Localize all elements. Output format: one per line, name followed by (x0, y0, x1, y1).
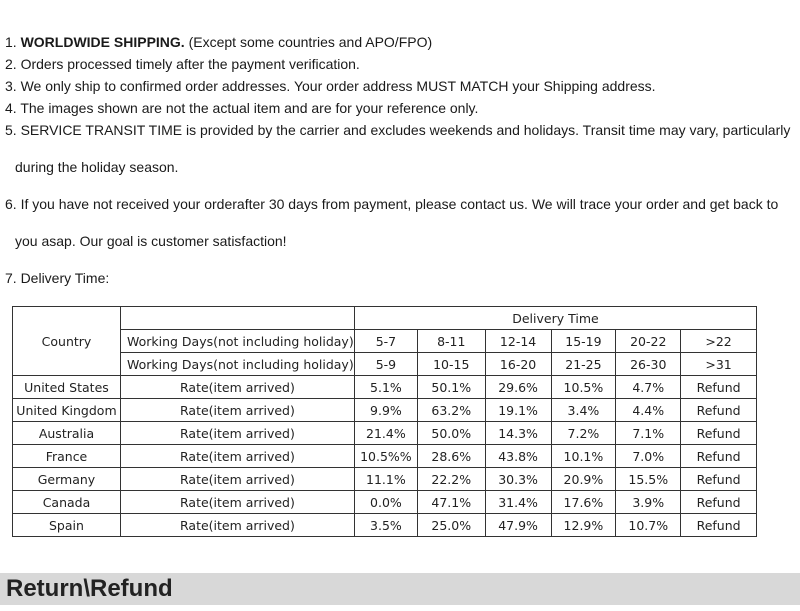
rate-label-cell: Rate(item arrived) (120, 468, 354, 491)
rate-label-cell: Rate(item arrived) (120, 491, 354, 514)
note-5-line-2: during the holiday season. (15, 159, 179, 175)
range-cell: 16-20 (485, 353, 551, 376)
country-cell: United States (13, 376, 121, 399)
rate-value-cell: 4.4% (616, 399, 681, 422)
range-cell: 5-9 (354, 353, 417, 376)
range-cell: >22 (681, 330, 757, 353)
country-cell: Canada (13, 491, 121, 514)
country-header: Country (13, 307, 121, 376)
table-row (13, 468, 757, 491)
note-7: 7. Delivery Time: (5, 270, 110, 286)
table-row (13, 445, 757, 468)
shipping-notes (5, 33, 800, 291)
rate-value-cell: 11.1% (354, 468, 417, 491)
rate-value-cell: 29.6% (485, 376, 551, 399)
rate-value-cell: 20.9% (551, 468, 616, 491)
rate-value-cell: 9.9% (354, 399, 417, 422)
delivery-time-header: Delivery Time (354, 307, 756, 330)
rate-value-cell: 15.5% (616, 468, 681, 491)
rate-value-cell: 50.0% (417, 422, 485, 445)
rate-label-cell: Rate(item arrived) (120, 422, 354, 445)
working-days-row-1 (13, 330, 757, 353)
section-title: Return\Refund (6, 575, 173, 602)
rate-value-cell: Refund (681, 468, 757, 491)
delivery-time-table (12, 306, 757, 537)
rate-value-cell: 10.5%% (354, 445, 417, 468)
rate-value-cell: 3.4% (551, 399, 616, 422)
table-header-row (13, 307, 757, 330)
rate-value-cell: 63.2% (417, 399, 485, 422)
range-cell: 8-11 (417, 330, 485, 353)
rate-value-cell: 4.7% (616, 376, 681, 399)
rate-value-cell: 43.8% (485, 445, 551, 468)
return-refund-section (0, 573, 800, 605)
country-cell: Germany (13, 468, 121, 491)
country-cell: United Kingdom (13, 399, 121, 422)
rate-value-cell: 0.0% (354, 491, 417, 514)
empty-header-cell (120, 307, 354, 330)
country-cell: Spain (13, 514, 121, 537)
table-row (13, 422, 757, 445)
table-row (13, 491, 757, 514)
rate-value-cell: 25.0% (417, 514, 485, 537)
rate-value-cell: 50.1% (417, 376, 485, 399)
rate-value-cell: 19.1% (485, 399, 551, 422)
range-cell: 15-19 (551, 330, 616, 353)
rate-value-cell: Refund (681, 422, 757, 445)
note-6-line-2: you asap. Our goal is customer satisfaction! (15, 233, 287, 249)
rate-value-cell: 3.5% (354, 514, 417, 537)
rate-label-cell: Rate(item arrived) (120, 399, 354, 422)
working-days-row-2 (13, 353, 757, 376)
note-4: 4. The images shown are not the actual item and are for your reference only. (5, 100, 479, 116)
rate-value-cell: 7.1% (616, 422, 681, 445)
range-cell: 21-25 (551, 353, 616, 376)
rate-value-cell: 47.1% (417, 491, 485, 514)
range-cell: 12-14 (485, 330, 551, 353)
rate-value-cell: Refund (681, 445, 757, 468)
country-cell: Australia (13, 422, 121, 445)
note-1-prefix: 1. (5, 34, 21, 50)
note-1-bold: WORLDWIDE SHIPPING. (20, 34, 185, 50)
rate-value-cell: 21.4% (354, 422, 417, 445)
rate-label-cell: Rate(item arrived) (120, 376, 354, 399)
note-6-line-1: 6. If you have not received your orderafter 30 days from payment, please contact us. We will trace your order and get back to (5, 196, 779, 212)
rate-value-cell: 5.1% (354, 376, 417, 399)
rate-value-cell: 14.3% (485, 422, 551, 445)
working-days-label: Working Days(not including holiday) (120, 330, 354, 353)
rate-value-cell: Refund (681, 514, 757, 537)
note-3: 3. We only ship to confirmed order addresses. Your order address MUST MATCH your Shipping address. (5, 78, 656, 94)
rate-value-cell: 10.5% (551, 376, 616, 399)
rate-value-cell: 31.4% (485, 491, 551, 514)
rate-label-cell: Rate(item arrived) (120, 514, 354, 537)
rate-value-cell: 7.0% (616, 445, 681, 468)
rate-value-cell: 28.6% (417, 445, 485, 468)
country-cell: France (13, 445, 121, 468)
note-1-rest: (Except some countries and APO/FPO) (184, 34, 433, 50)
rate-value-cell: 10.7% (616, 514, 681, 537)
range-cell: 20-22 (616, 330, 681, 353)
rate-value-cell: Refund (681, 376, 757, 399)
range-cell: 26-30 (616, 353, 681, 376)
working-days-label: Working Days(not including holiday) (120, 353, 354, 376)
note-5-line-1: 5. SERVICE TRANSIT TIME is provided by the carrier and excludes weekends and holidays. Transit time may vary, particularly (5, 122, 791, 138)
rate-value-cell: 22.2% (417, 468, 485, 491)
note-1 (5, 33, 800, 55)
range-cell: 5-7 (354, 330, 417, 353)
table-row (13, 514, 757, 537)
rate-value-cell: Refund (681, 491, 757, 514)
rate-value-cell: 47.9% (485, 514, 551, 537)
table-row (13, 376, 757, 399)
range-cell: 10-15 (417, 353, 485, 376)
rate-value-cell: 7.2% (551, 422, 616, 445)
rate-label-cell: Rate(item arrived) (120, 445, 354, 468)
rate-value-cell: 12.9% (551, 514, 616, 537)
rate-value-cell: 3.9% (616, 491, 681, 514)
rate-value-cell: Refund (681, 399, 757, 422)
table-row (13, 399, 757, 422)
rate-value-cell: 30.3% (485, 468, 551, 491)
rate-value-cell: 17.6% (551, 491, 616, 514)
note-2: 2. Orders processed timely after the payment verification. (5, 56, 360, 72)
rate-value-cell: 10.1% (551, 445, 616, 468)
range-cell: >31 (681, 353, 757, 376)
